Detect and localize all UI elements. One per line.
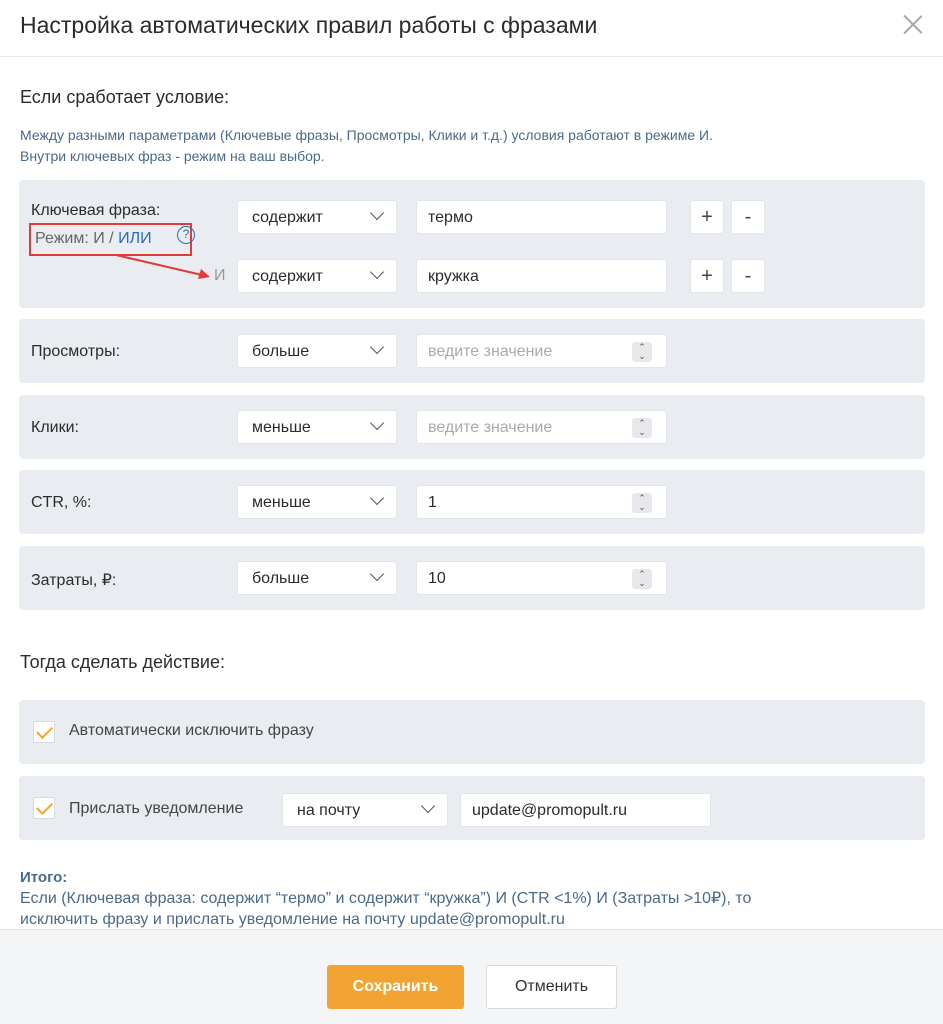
views-operator-select[interactable]: [237, 334, 397, 368]
spinner-icon[interactable]: ⌃ ⌄: [632, 418, 652, 438]
keyword-operator-select-2[interactable]: [237, 259, 397, 293]
spinner-icon[interactable]: ⌃ ⌄: [632, 342, 652, 362]
notify-email-input[interactable]: update@promopult.ru: [460, 793, 711, 827]
mode-and-link[interactable]: Режим: И /: [35, 230, 119, 247]
annotation-arrow: [114, 253, 214, 283]
remove-keyword-button-1[interactable]: -: [731, 200, 765, 234]
keyword-input-2[interactable]: кружка: [416, 259, 667, 293]
spinner-icon[interactable]: ⌃ ⌄: [632, 569, 652, 589]
dialog-title: Настройка автоматических правил работы с фразами: [20, 12, 598, 38]
keyword-operator-select-1[interactable]: [237, 200, 397, 234]
mode-annotation-box: [29, 223, 192, 256]
clicks-input[interactable]: [416, 410, 667, 444]
views-input[interactable]: [416, 334, 667, 368]
summary: [20, 867, 920, 930]
chevron-down-icon: [370, 416, 384, 430]
exclude-panel: [19, 700, 925, 764]
views-placeholder: ведите значение: [428, 343, 553, 360]
help-icon[interactable]: ?: [177, 226, 195, 244]
keyword-input-1[interactable]: термо: [416, 200, 667, 234]
ctr-panel: [19, 470, 925, 534]
remove-keyword-button-2[interactable]: -: [731, 259, 765, 293]
views-panel: [19, 319, 925, 383]
notify-channel-value: на почту: [297, 802, 361, 819]
exclude-checkbox[interactable]: [33, 721, 55, 743]
spinner-icon[interactable]: ⌃ ⌄: [632, 493, 652, 513]
clicks-operator-select[interactable]: [237, 410, 397, 444]
clicks-panel: [19, 395, 925, 459]
summary-line1: Если (Ключевая фраза: содержит “термо” и содержит “кружка”) И (CTR <1%) И (Затраты >10₽), то: [20, 890, 752, 907]
and-joiner: И: [214, 267, 226, 284]
chevron-down-icon: [370, 491, 384, 505]
close-icon[interactable]: [903, 14, 923, 34]
dialog-header: [0, 0, 943, 57]
views-operator-value: больше: [252, 343, 310, 360]
action-heading: Тогда сделать действие:: [20, 652, 225, 672]
ctr-label: CTR, %:: [31, 494, 92, 511]
ctr-input[interactable]: [416, 485, 667, 519]
keyword-label: Ключевая фраза:: [31, 202, 161, 219]
save-button[interactable]: Сохранить: [327, 965, 464, 1009]
cost-value: 10: [428, 570, 446, 587]
condition-note-line2: Внутри ключевых фраз - режим на ваш выбор.: [20, 148, 325, 164]
clicks-label: Клики:: [31, 419, 79, 436]
mode-switch: [35, 230, 152, 248]
keyword-panel: [19, 180, 925, 308]
cost-operator-value: больше: [252, 570, 310, 587]
condition-note: [20, 125, 920, 167]
ctr-value: 1: [428, 494, 437, 511]
condition-heading: Если сработает условие:: [20, 87, 230, 107]
ctr-operator-select[interactable]: [237, 485, 397, 519]
condition-note-line1: Между разными параметрами (Ключевые фразы, Просмотры, Клики и т.д.) условия работают в режиме И.: [20, 127, 713, 143]
chevron-down-icon: [421, 799, 435, 813]
clicks-placeholder: ведите значение: [428, 419, 553, 436]
notify-label[interactable]: Прислать уведомление: [69, 800, 244, 817]
keyword-operator-value-1: содержит: [252, 209, 323, 226]
cost-label: Затраты, ₽:: [31, 572, 117, 589]
cost-operator-select[interactable]: [237, 561, 397, 595]
chevron-down-icon: [370, 206, 384, 220]
chevron-down-icon: [370, 340, 384, 354]
ctr-operator-value: меньше: [252, 494, 311, 511]
chevron-down-icon: [370, 567, 384, 581]
exclude-label[interactable]: Автоматически исключить фразу: [69, 722, 314, 739]
summary-heading: Итого:: [20, 869, 68, 886]
cost-input[interactable]: [416, 561, 667, 595]
views-label: Просмотры:: [31, 343, 121, 360]
summary-line2: исключить фразу и прислать уведомление на почту update@promopult.ru: [20, 911, 565, 928]
mode-or-link[interactable]: ИЛИ: [118, 230, 152, 247]
chevron-down-icon: [370, 265, 384, 279]
keyword-operator-value-2: содержит: [252, 268, 323, 285]
add-keyword-button-2[interactable]: +: [690, 259, 724, 293]
add-keyword-button-1[interactable]: +: [690, 200, 724, 234]
clicks-operator-value: меньше: [252, 419, 311, 436]
dialog-body: [0, 57, 943, 929]
notify-panel: [19, 776, 925, 840]
cancel-button[interactable]: Отменить: [486, 965, 617, 1009]
cost-panel: [19, 546, 925, 610]
notify-channel-select[interactable]: [282, 793, 448, 827]
notify-checkbox[interactable]: [33, 797, 55, 819]
dialog-footer: [0, 929, 943, 1024]
